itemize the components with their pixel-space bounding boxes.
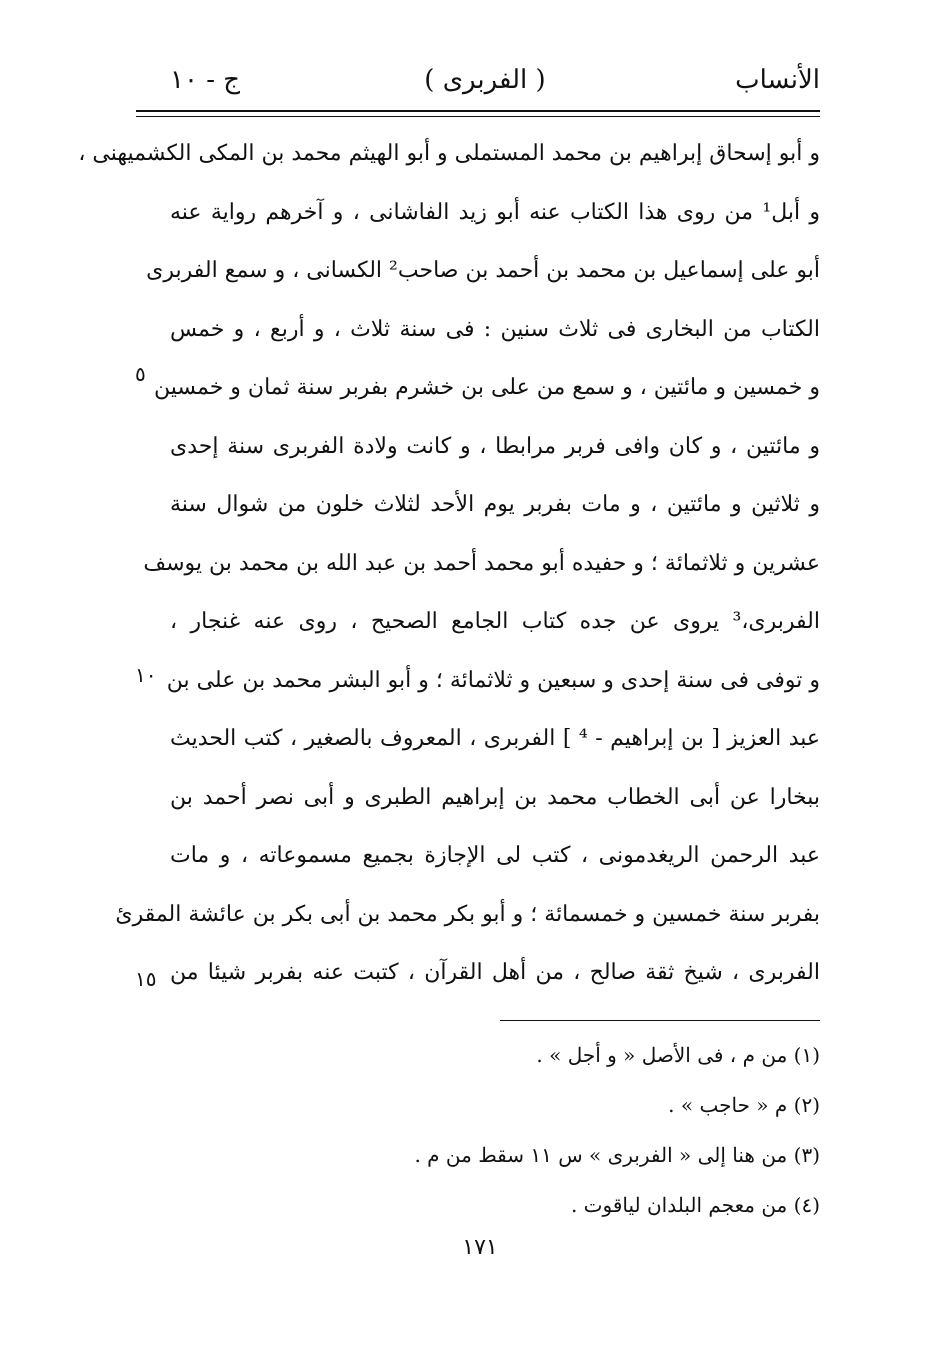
line-number-10: ١٠: [135, 663, 157, 687]
footnote: (٣) من هنا إلى « الفربرى » س ١١ سقط من م .: [414, 1143, 820, 1167]
text-line: الفربرى ، شيخ ثقة صالح ، من أهل القرآن ، كتبت عنه بفربر شيئا من: [170, 960, 820, 985]
text-line: و توفى فى سنة إحدى و سبعين و ثلاثمائة ؛ و أبو البشر محمد بن على بن: [166, 667, 820, 693]
header-rule-thin: [136, 116, 820, 117]
footnotes: [300, 1030, 820, 1230]
text-line: أبو على إسماعيل بن محمد بن أحمد بن صاحب² الكسانى ، و سمع الفربرى: [146, 258, 820, 283]
text-line: و أبو إسحاق إبراهيم بن محمد المستملى و أبو الهيثم محمد بن المكى الكشميهنى ،: [78, 141, 820, 166]
text-line: عبد العزيز [ بن إبراهيم - ⁴ ] الفربرى ، المعروف بالصغير ، كتب الحديث: [170, 726, 821, 751]
text-line: و مائتين ، و كان وافى فربر مرابطا ، و كانت ولادة الفربرى سنة إحدى: [170, 433, 820, 459]
text-line: عبد الرحمن الريغدمونى ، كتب لى الإجازة بجميع مسموعاته ، و مات: [170, 843, 820, 868]
text-line: بفربر سنة خمسين و خمسمائة ؛ و أبو بكر محمد بن أبى بكر بن عائشة المقرئ: [115, 901, 820, 927]
footnote-rule: [500, 1020, 820, 1021]
footnote: (١) من م ، فى الأصل « و أجل » .: [536, 1043, 820, 1067]
text-line: عشرين و ثلاثمائة ؛ و حفيده أبو محمد أحمد بن عبد الله بن محمد بن يوسف: [143, 550, 820, 576]
header-rule-thick: [136, 110, 820, 112]
footnote: (٢) م « حاجب » .: [668, 1093, 820, 1117]
running-header: [150, 60, 820, 100]
text-line: و أبل¹ من روى هذا الكتاب عنه أبو زيد الفاشانى ، و آخرهم رواية عنه: [170, 199, 821, 225]
text-line: الكتاب من البخارى فى ثلاث سنين : فى سنة ثلاث ، و أربع ، و خمس: [170, 316, 820, 342]
header-volume: ج - ١٠: [170, 65, 241, 95]
text-line: ببخارا عن أبى الخطاب محمد بن إبراهيم الطبرى و أبى نصر أحمد بن: [170, 784, 820, 810]
footnote: (٤) من معجم البلدان لياقوت .: [570, 1193, 820, 1217]
text-line: و خمسين و مائتين ، و سمع من على بن خشرم بفربر سنة ثمان و خمسين: [153, 375, 820, 400]
text-line: و ثلاثين و مائتين ، و مات بفربر يوم الأحد لثلاث خلون من شوال سنة: [170, 492, 820, 517]
line-number-5: ٥: [135, 362, 146, 386]
line-number-15: ١٥: [135, 967, 157, 991]
page-number: ١٧١: [462, 1235, 498, 1260]
header-book-title: الأنساب: [735, 65, 820, 95]
text-line: الفربرى،³ يروى عن جده كتاب الجامع الصحيح ، روى عنه غنجار ،: [170, 609, 820, 634]
header-section-title: ( الفربرى ): [424, 65, 546, 95]
